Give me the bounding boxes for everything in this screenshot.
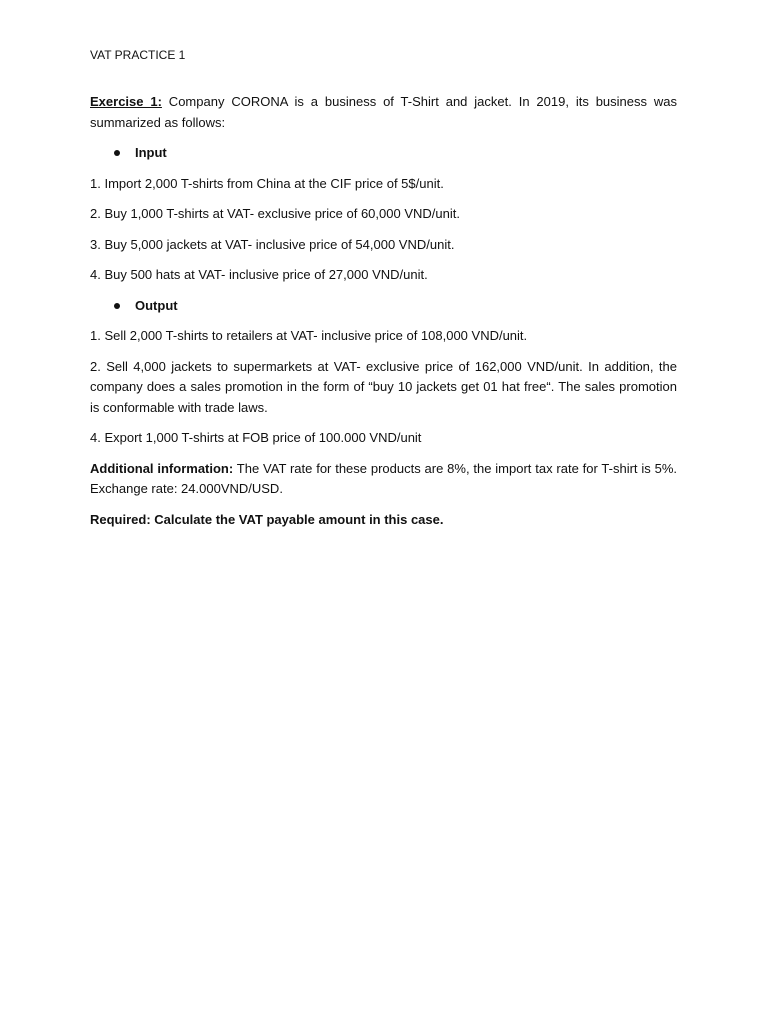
bullet-icon [114, 150, 120, 156]
exercise-intro [90, 92, 677, 133]
required-statement: Required: Calculate the VAT payable amount in this case. [90, 511, 444, 527]
bullet-icon [114, 303, 120, 309]
input-item-2: 2. Buy 1,000 T-shirts at VAT- exclusive price of 60,000 VND/unit. [90, 206, 460, 221]
input-heading-row [90, 143, 677, 164]
document-page [90, 44, 677, 540]
input-heading: Input [135, 145, 167, 160]
exercise-label: Exercise 1: [90, 94, 162, 109]
exercise-intro-text: Company CORONA is a business of T-Shirt and jacket. In 2019, its business was summarized as follows: [90, 94, 678, 130]
output-item-1: 1. Sell 2,000 T-shirts to retailers at VAT- inclusive price of 108,000 VND/unit. [90, 328, 528, 343]
output-item-3: 4. Export 1,000 T-shirts at FOB price of 100.000 VND/unit [90, 430, 422, 445]
output-heading-row [90, 296, 677, 317]
output-item-2: 2. Sell 4,000 jackets to supermarkets at VAT- exclusive price of 162,000 VND/unit. In addition, the company does a sales promotion in the form of “buy 10 jackets get 01 hat free“. The sales promotion is conformable with trade laws. [90, 358, 677, 415]
input-item-4: 4. Buy 500 hats at VAT- inclusive price of 27,000 VND/unit. [90, 267, 428, 282]
input-item-1: 1. Import 2,000 T-shirts from China at the CIF price of 5$/unit. [90, 175, 444, 191]
additional-label: Additional information: [90, 460, 234, 476]
document-header: VAT PRACTICE 1 [90, 48, 186, 62]
input-item-3: 3. Buy 5,000 jackets at VAT- inclusive price of 54,000 VND/unit. [90, 236, 455, 252]
additional-information [90, 459, 677, 500]
output-heading: Output [135, 297, 178, 313]
additional-text: The VAT rate for these products are 8%, the import tax rate for T-shirt is 5%. Exchange rate: 24.000VND/USD. [90, 460, 677, 496]
